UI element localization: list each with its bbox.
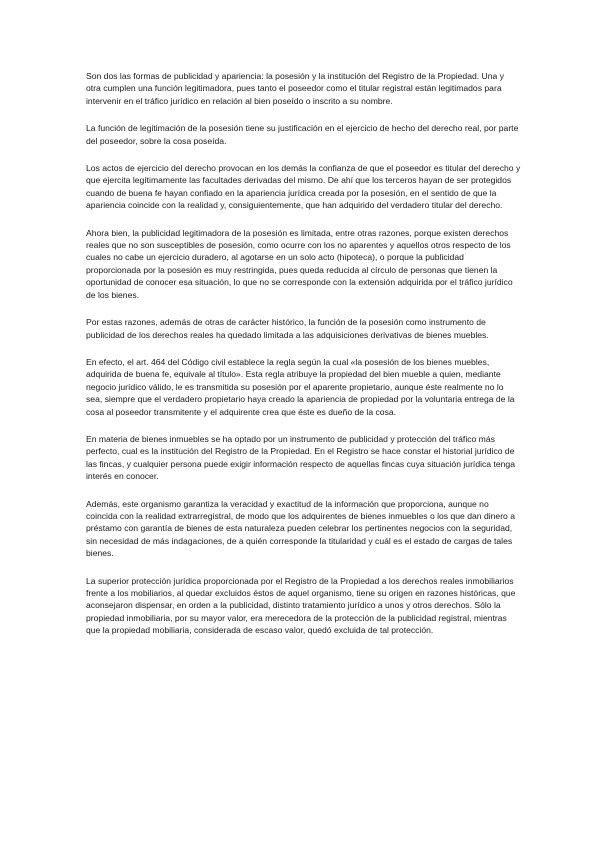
paragraph: Ahora bien, la publicidad legitimadora de la posesión es limitada, entre otras razones, porque existen derechos reales que no son susceptibles de posesión, como ocurre con los no aparentes y aquellos otros respecto de los cuales no cabe un ejercicio duradero, al agotarse en un solo acto (hipoteca), o porque la publicidad proporcionada por la posesión es muy restringida, pues queda reducida al círculo de personas que tienen la oportunidad de conocer esa situación, lo que no se corresponde con la extensión adquirida por el tráfico jurídico de los bienes.: [86, 227, 513, 300]
paragraph: Los actos de ejercicio del derecho provocan en los demás la confianza de que el poseedor es titular del derecho y que ejercita legítimamente las facultades derivadas del mismo. De ahí que los terceros hayan de ser protegidos cuando de buena fe hayan confiado en la apariencia jurídica creada por la posesión, en el sentido de que la apariencia coincide con la realidad y, consiguientemente, que han adquirido del verdadero titular del derecho.: [86, 163, 521, 211]
paragraph: La función de legitimación de la posesión tiene su justificación en el ejercicio de hecho del derecho real, por parte del poseedor, sobre la cosa poseída.: [86, 123, 519, 146]
paragraph: Además, este organismo garantiza la veracidad y exactitud de la información que proporciona, aunque no coincida con la realidad extrarregistral, de modo que los adquirentes de bienes inmuebles o los que dan dinero a préstamo con garantía de bienes de esta naturaleza pueden celebrar los pertinentes negocios con la seguridad, sin necesidad de más indagaciones, de a quién corresponde la titularidad y cuál es el estado de cargas de tales bienes.: [86, 498, 516, 559]
paragraph: En efecto, el art. 464 del Código civil establece la regla según la cual «la posesión de los bienes muebles, adquirida de buena fe, equivale al título». Esta regla atribuye la propiedad del bien mueble a quien, mediante negocio jurídico válido, le es transmitida su posesión por el aparente propietario, aunque éste realmente no lo sea, siempre que el verdadero propietario haya creado la apariencia de propiedad por la voluntaria entrega de la cosa al poseedor transmitente y el adquirente crea que éste es dueño de la cosa.: [86, 356, 515, 417]
paragraph: Son dos las formas de publicidad y apariencia: la posesión y la institución del Registro de la Propiedad. Una y otra cumplen una función legitimadora, pues tanto el poseedor como el titular registral están legitimados para intervenir en el tráfico jurídico en relación al bien poseído o inscrito a su nombre.: [86, 71, 504, 106]
paragraph: La superior protección jurídica proporcionada por el Registro de la Propiedad a los derechos reales inmobiliarios frente a los mobiliarios, al quedar excluidos éstos de aquel organismo, tiene su origen en razones históricas, que aconsejaron dispensar, en orden a la publicidad, distinto tratamiento jurídico a unos y otros derechos. Sólo la propiedad inmobiliaria, por su mayor valor, era merecedora de la protección de la publicidad registral, mientras que la propiedad mobiliaria, considerada de escaso valor, quedó excluida de tal protección.: [86, 575, 516, 636]
paragraph: Por estas razones, además de otras de carácter histórico, la función de la posesión como instrumento de publicidad de los derechos reales ha quedado limitada a las adquisiciones derivativas de bienes muebles.: [86, 317, 489, 340]
paragraph: En materia de bienes inmuebles se ha optado por un instrumento de publicidad y protección del tráfico más perfecto, cual es la institución del Registro de la Propiedad. En el Registro se hace constar el historial jurídico de las fincas, y cualquier persona puede exigir información respecto de aquellas fincas cuya situación jurídica tenga interés en conocer.: [86, 433, 515, 482]
document-body: [86, 70, 521, 652]
